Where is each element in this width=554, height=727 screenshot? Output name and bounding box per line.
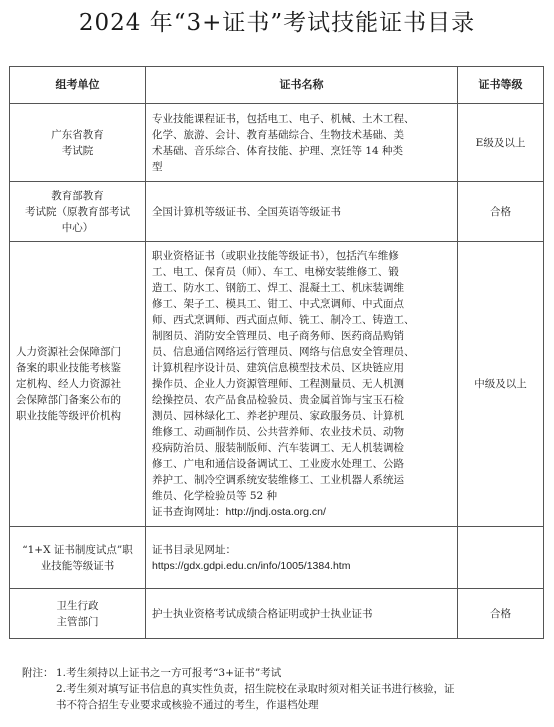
cert-name-line: 工、电工、保育员（师）、车工、电梯安装维修工、锻 xyxy=(152,266,399,278)
cert-level-cell: 合格 xyxy=(458,182,544,242)
organizer-line: 考试院 xyxy=(61,144,94,157)
footnote-row xyxy=(22,665,542,681)
cert-name-line: 化学、旅游、会计、教育基础综合、生物技术基础、美 xyxy=(152,128,404,141)
organizer-line: 会保障部门备案公布的 xyxy=(16,394,121,406)
organizer-cell xyxy=(10,242,146,527)
cert-name-line: 养护工、制冷空调系统安装维修工、工业机器人系统运 xyxy=(152,474,404,486)
footnote-item: 2.考生须对填写证书信息的真实性负责，招生院校在录取时须对相关证书进行核验，证 xyxy=(56,683,455,695)
header-organizer: 组考单位 xyxy=(10,67,146,104)
cert-level-cell: E级及以上 xyxy=(458,104,544,182)
cert-name-cell xyxy=(146,182,458,242)
cert-name-cell xyxy=(146,589,458,639)
cert-catalog-link[interactable]: https://gdx.gdpi.edu.cn/info/1005/1384.htm xyxy=(152,559,351,572)
footnote-label: 附注： xyxy=(22,667,54,679)
cert-name-line: 术基础、音乐综合、体育技能、护理、烹饪等 14 种类 xyxy=(152,144,404,157)
cert-name-line: 证书目录见网址： xyxy=(152,543,236,556)
organizer-line: 考试院（原教育部考试 xyxy=(25,205,130,218)
organizer-cell xyxy=(10,104,146,182)
organizer-line: 教育部教育 xyxy=(51,189,104,202)
page-title: 2024 年“3+证书”考试技能证书目录 xyxy=(78,10,476,36)
organizer-line: 主管部门 xyxy=(56,615,99,628)
cert-level-cell: 中级及以上 xyxy=(458,242,544,527)
organizer-line: 中心） xyxy=(61,221,94,234)
table-row xyxy=(10,527,544,589)
cert-name-line: 修工、架子工、模具工、钳工、中式烹调师、中式面点 xyxy=(152,298,404,310)
organizer-line: 备案的职业技能考核鉴 xyxy=(16,362,121,374)
table-row xyxy=(10,104,544,182)
cert-name-line: 全国计算机等级证书、全国英语等级证书 xyxy=(152,205,341,218)
footnote-item: 1.考生须持以上证书之一方可报考“3+证书”考试 xyxy=(56,667,282,679)
table-row xyxy=(10,589,544,639)
organizer-line: 业技能等级证书 xyxy=(40,559,115,572)
cert-name-line: 制图员、消防安全管理员、电子商务师、医药商品购销 xyxy=(152,330,404,342)
organizer-line: “1+X 证书制度试点”职 xyxy=(22,543,133,556)
cert-name-line: 维员、化学检验员等 52 种 xyxy=(152,490,278,502)
cert-name-line: 绘操控员、农产品食品检验员、贵金属首饰与宝玉石检 xyxy=(152,394,404,406)
cert-name-line: 计算机程序设计员、建筑信息模型技术员、区块链应用 xyxy=(152,362,404,374)
cert-name-cell xyxy=(146,242,458,527)
organizer-line: 卫生行政 xyxy=(56,599,99,612)
cert-name-line: 修工、广电和通信设备调试工、工业废水处理工、公路 xyxy=(152,458,404,470)
cert-level-cell: 合格 xyxy=(458,589,544,639)
organizer-line: 定机构、经人力资源社 xyxy=(16,378,121,390)
header-cert-level: 证书等级 xyxy=(458,67,544,104)
cert-name-line: 职业资格证书（或职业技能等级证书），包括汽车维修 xyxy=(152,250,399,262)
cert-name-line: 护士执业资格考试成绩合格证明或护士执业证书 xyxy=(152,607,373,620)
cert-query-link[interactable]: http://jndj.osta.org.cn/ xyxy=(225,506,326,518)
certificate-table xyxy=(9,66,544,639)
table-header-row xyxy=(10,67,544,104)
table-row xyxy=(10,182,544,242)
cert-name-line: 师、西式烹调师、西式面点师、铣工、制冷工、铸造工、 xyxy=(152,314,415,326)
footnotes xyxy=(22,665,542,713)
table-row xyxy=(10,242,544,527)
cert-name-cell xyxy=(146,104,458,182)
cert-name-line: 员、信息通信网络运行管理员、网络与信息安全管理员、 xyxy=(152,346,415,358)
header-cert-name: 证书名称 xyxy=(146,67,458,104)
cert-name-line: 造工、防水工、钢筋工、焊工、混凝土工、机床装调维 xyxy=(152,282,404,294)
cert-query-label: 证书查询网址： xyxy=(152,506,226,518)
cert-name-line: 型 xyxy=(152,160,163,173)
cert-query-line xyxy=(152,504,451,520)
cert-name-line: 操作员、企业人力资源管理师、工程测量员、无人机测 xyxy=(152,378,404,390)
organizer-cell xyxy=(10,589,146,639)
organizer-cell xyxy=(10,527,146,589)
cert-name-line: 专业技能课程证书，包括电工、电子、机械、土木工程、 xyxy=(152,112,415,125)
footnote-item: 书不符合招生专业要求或核验不通过的考生，作退档处理 xyxy=(56,699,319,711)
organizer-line: 人力资源社会保障部门 xyxy=(16,346,121,358)
cert-name-line: 测员、园林绿化工、养老护理员、家政服务员、计算机 xyxy=(152,410,404,422)
cert-level-cell xyxy=(458,527,544,589)
organizer-cell xyxy=(10,182,146,242)
cert-name-line: 维修工、动画制作员、公共营养师、农业技术员、动物 xyxy=(152,426,404,438)
organizer-line: 职业技能等级评价机构 xyxy=(16,410,121,422)
cert-name-cell xyxy=(146,527,458,589)
organizer-line: 广东省教育 xyxy=(51,128,104,141)
cert-name-line: 疫病防治员、服装制版师、汽车装调工、无人机装调检 xyxy=(152,442,404,454)
